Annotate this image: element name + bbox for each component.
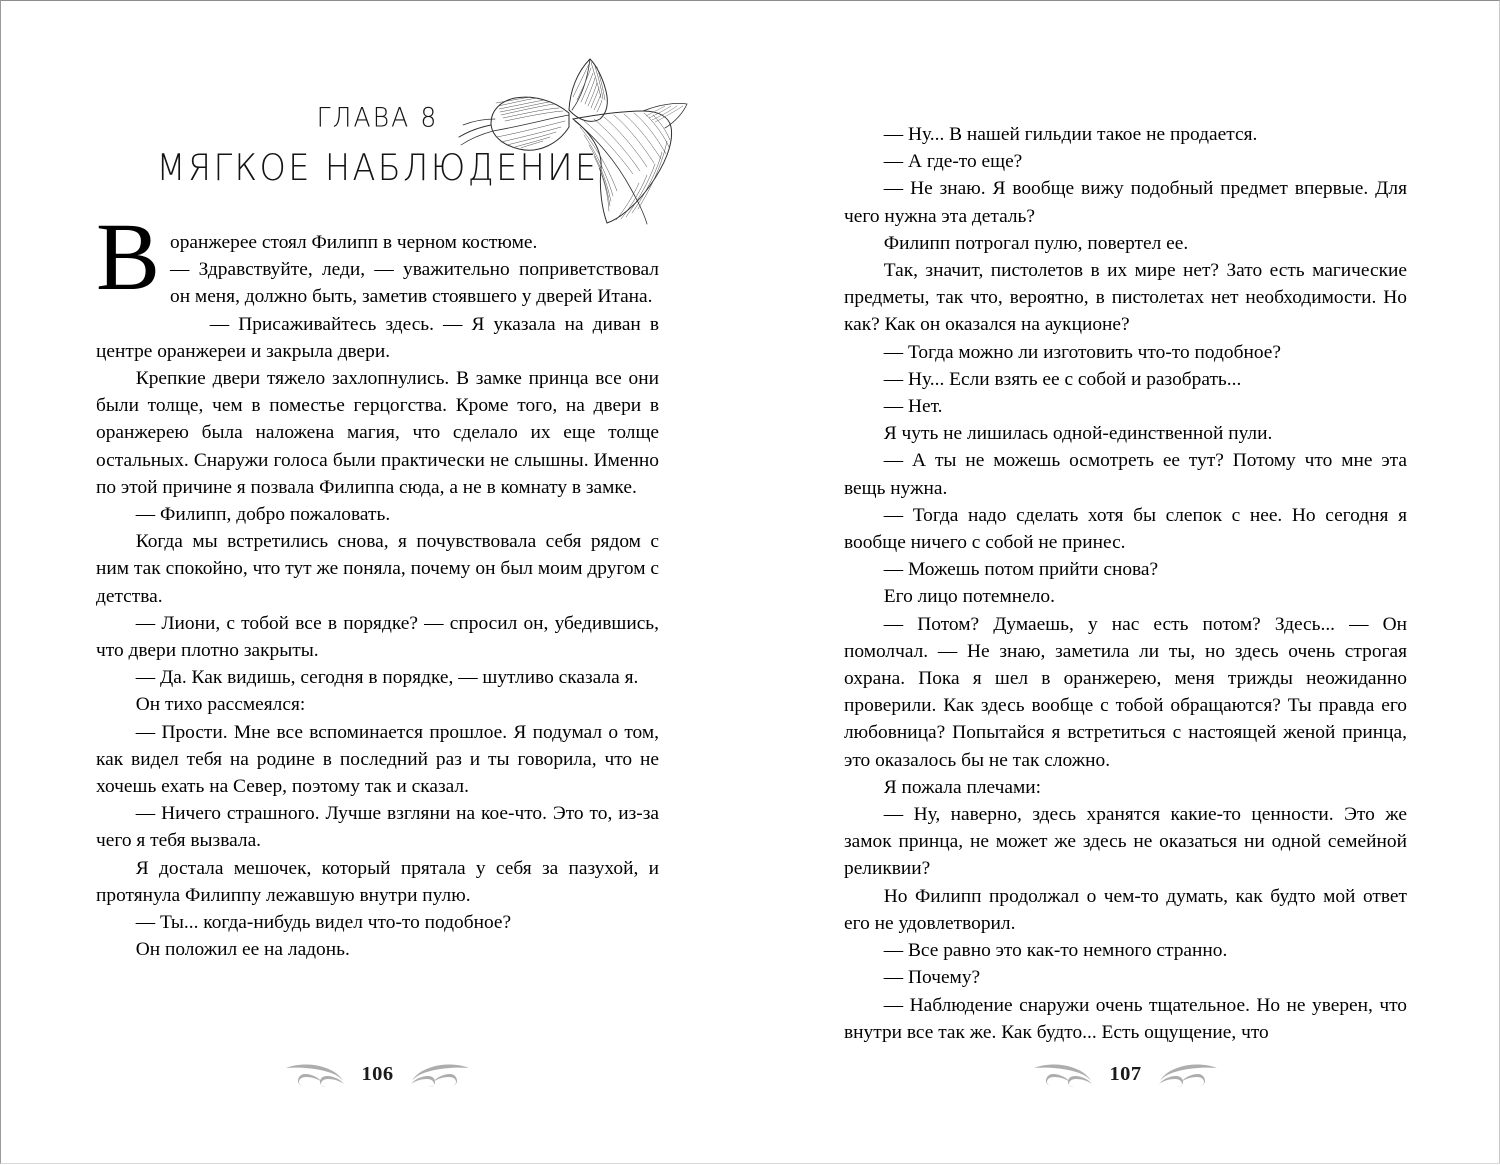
chapter-heading: [96, 101, 659, 189]
paragraph: — Наблюдение снаружи очень тщательное. Но не уверен, что внутри все так же. Как будто... Есть ощущение, что: [844, 994, 1407, 1043]
paragraph: оранжерее стоял Филипп в черном костюме.: [170, 232, 538, 253]
paragraph: — Тогда надо сделать хотя бы слепок с нее. Но сегодня я вообще ничего с собой не принес.: [844, 504, 1407, 554]
paragraph: — Ну, наверно, здесь хранятся какие-то ценности. Это же замок принца, не может же здесь не оказаться ни одной семейной реликвии?: [844, 804, 1407, 880]
paragraph: — Ты... когда-нибудь видел что-то подобное?: [135, 912, 512, 934]
paragraph: — Можешь потом прийти снова?: [883, 559, 1159, 581]
page-right: [751, 1, 1500, 1165]
paragraph: — Потом? Думаешь, у нас есть потом? Здесь... — Он помолчал. — Не знаю, заметила ли ты, но здесь очень строгая охрана. Пока я шел в оранжерею, меня трижды неожиданно проверили. Как здесь вообще с тобой обращаются? Ты правда его любовница? Попытайся я встретиться с настоящей женой принца, это оказалось бы не так сложно.: [844, 613, 1407, 771]
flourish-ornament-icon: [1033, 1061, 1099, 1087]
paragraph: — Прости. Мне все вспоминается прошлое. Я подумал о том, как видел тебя на родине в последний раз и ты говорила, что не хочешь ехать на Север, поэтому так и сказал.: [96, 721, 659, 798]
flourish-ornament-icon: [404, 1061, 470, 1087]
folio-right: [844, 1061, 1407, 1087]
paragraph: — Да. Как видишь, сегодня в порядке, — шутливо сказала я.: [135, 667, 639, 689]
paragraph: Так, значит, пистолетов в их мире нет? Зато есть магические предметы, так что, вероятно, в пистолетах нет необходимости. Но как? Как он оказался на аукционе?: [844, 260, 1407, 336]
paragraph: — Ну... Если взять ее с собой и разобрать...: [883, 368, 1242, 390]
paragraph: — Филипп, добро пожаловать.: [135, 504, 391, 526]
chapter-number: ГЛАВА 8: [316, 101, 439, 134]
paragraph: Он тихо рассмеялся:: [135, 694, 306, 716]
chapter-title: МЯГКОЕ НАБЛЮДЕНИЕ: [156, 146, 599, 189]
paragraph: Я чуть не лишилась одной-единственной пули.: [883, 423, 1273, 445]
page-number: 107: [1109, 1062, 1142, 1085]
drop-cap-letter: В: [96, 203, 161, 310]
paragraph: — Нет.: [883, 396, 943, 418]
paragraph: — Ничего страшного. Лучше взгляни на кое-что. Это то, из-за чего я тебя вызвала.: [96, 803, 659, 852]
page-left: [1, 1, 751, 1165]
paragraph: Когда мы встретились снова, я почувствовала себя рядом с ним так спокойно, что тут же поняла, почему он был моим другом с детства.: [96, 531, 659, 607]
folio-left: [96, 1061, 659, 1087]
paragraph: — Здравствуйте, леди, — уважительно поприветствовал он меня, должно быть, заметив стоявшего у дверей Итана.: [170, 259, 659, 308]
paragraph: Я достала мешочек, который прятала у себя за пазухой, и протянула Филиппу лежавшую внутри пулю.: [96, 857, 659, 906]
paragraph: Но Филипп продолжал о чем-то думать, как будто мой ответ его не удовлетворил.: [844, 885, 1407, 934]
paragraph: — Не знаю. Я вообще вижу подобный предмет впервые. Для чего нужна эта деталь?: [844, 178, 1407, 227]
paragraph: Его лицо потемнело.: [883, 586, 1055, 608]
flourish-ornament-icon: [285, 1061, 351, 1087]
flourish-ornament-icon: [1152, 1061, 1218, 1087]
page-number: 106: [361, 1062, 394, 1085]
paragraph: — Ну... В нашей гильдии такое не продается.: [883, 124, 1258, 145]
paragraph: — Тогда можно ли изготовить что-то подобное?: [883, 341, 1281, 363]
paragraph: — Все равно это как-то немного странно.: [883, 940, 1228, 962]
paragraph: — Лиони, с тобой все в порядке? — спросил он, убедившись, что двери плотно закрыты.: [96, 612, 659, 662]
paragraph: — Почему?: [883, 967, 981, 989]
paragraph: — А где-то еще?: [883, 151, 1023, 173]
paragraph: Филипп потрогал пулю, повертел ее.: [883, 232, 1189, 254]
paragraph: — А ты не можешь осмотреть ее тут? Потому что мне эта вещь нужна.: [844, 450, 1407, 499]
paragraph: — Присаживайтесь здесь. — Я указала на диван в центре оранжереи и закрыла двери.: [96, 313, 659, 362]
paragraph: Крепкие двери тяжело захлопнулись. В замке принца все они были толще, чем в поместье герцогства. Кроме того, на двери в оранжерею была наложена магия, что сделало их еще толще остальных. Снаружи голоса были практически не слышны. Именно по этой причине я позвала Филиппа сюда, а не в комнату в замке.: [96, 368, 659, 498]
right-page-body: [844, 121, 1407, 1046]
paragraph: Он положил ее на ладонь.: [135, 939, 350, 961]
paragraph: Я пожала плечами:: [883, 776, 1042, 798]
left-page-body: [96, 203, 659, 963]
